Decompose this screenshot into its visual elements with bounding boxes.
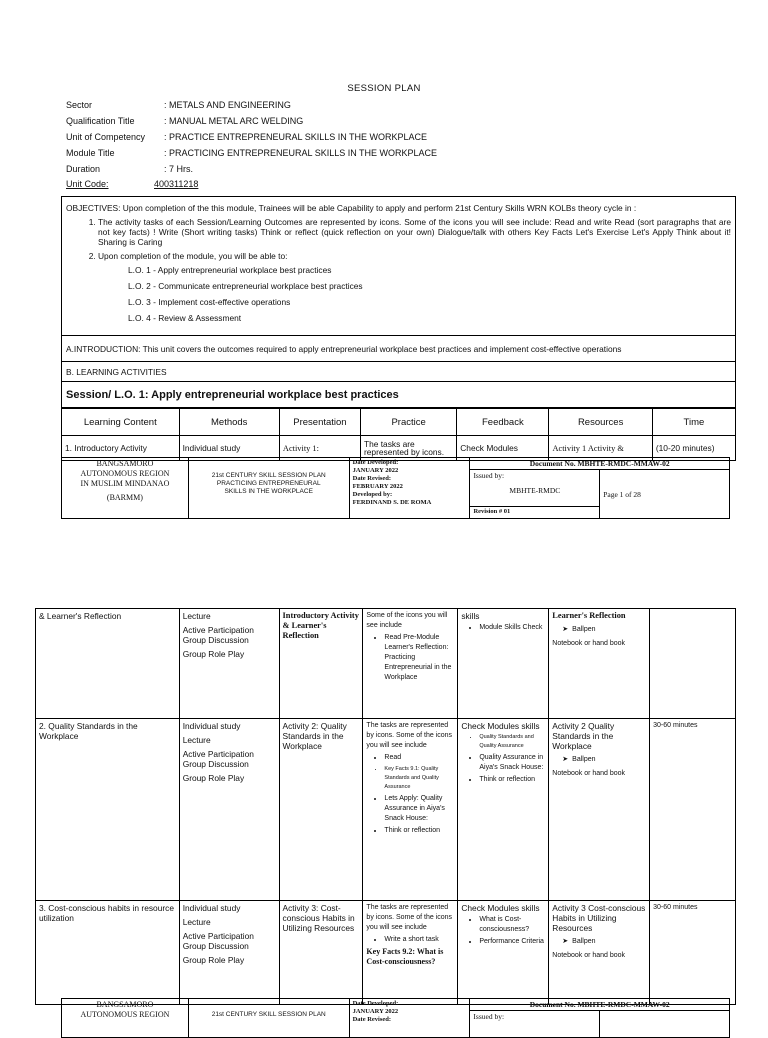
session-heading: Session/ L.O. 1: Apply entrepreneurial workplace best practices (61, 382, 736, 408)
resource-item: ➤ Ballpen (562, 756, 596, 763)
footer-issuer: Issued by: MBHTE-RMDC (470, 470, 600, 507)
footer-dates: Date Developed: JANUARY 2022 Date Revised: FEBRUARY 2022 Developed by: FERDINAND S. DE ROMA (349, 458, 470, 519)
header-feedback: Feedback (457, 409, 549, 436)
list-item: • Quality Standards and Quality Assurance (479, 733, 545, 751)
document-footer (61, 457, 730, 519)
session-table-page2 (35, 608, 736, 1005)
header-time: Time (652, 409, 735, 436)
table-row: & Learner's Reflection Lecture Active Participation Group Discussion Group Role Play Introductory Activity & Learner's Reflection Some of the icons you will see include • Read Pre-Module Learner's Reflection: Practicing Entrepreneurial in the Workplace skills • Module Skills Check Learner's Reflection ➤ Ballpen Notebook or hand book (36, 609, 736, 719)
resource-item: ➤ Ballpen (562, 938, 596, 945)
list-item: • Write a short task (384, 935, 454, 945)
list-item: • Think or reflection (384, 826, 454, 836)
table-header-row (62, 409, 736, 436)
table-row: 2. Quality Standards in the Workplace Individual study Lecture Active Participation Group Discussion Group Role Play Activity 2: Quality Standards in the Workplace The tasks are represented by icons. Some of the icons you will see include • Read • Key Facts 9.1: Quality Standards and Quality Assurance • Lets Apply: Quality Assurance in Aiya's Snack House: • Think or reflection Check Modules skills • Quality Standards and Quality Assurance • Quality Assurance in Aiya's Snack House: • Think or reflection Activity 2 Quality Standards in the Workplace ➤ Ballpen Notebook or hand book 30-60 minutes (36, 719, 736, 901)
list-item: • Read (384, 753, 454, 763)
arrow-bullet-icon: ➤ (562, 938, 569, 945)
footer-page: Page 1 of 28 (600, 470, 730, 519)
objective-item: 1. The activity tasks of each Session/Learning Outcomes are represented by icons. Some of the icons you will see include: Read and write Read (sort paragraphs that are not key facts) ! Write (Short writing tasks) Think or reflect (quick reflection on your own) Dialogue/talk with others Key Facts Let's Exercise Let's Apply Think about it! Sharing is Caring (98, 217, 731, 247)
list-item: • Key Facts 9.1: Quality Standards and Quality Assurance (384, 765, 454, 792)
learning-activities-heading: B. LEARNING ACTIVITIES (61, 362, 736, 382)
list-item: • Quality Assurance in Aiya's Snack House: (479, 753, 545, 773)
header-practice: Practice (360, 409, 456, 436)
table-row: 1. Introductory Activity Individual study Activity 1: The tasks are represented by icons. Check Modules Activity 1 Activity & (10-20 minutes) (62, 436, 736, 461)
session-table-page1 (61, 408, 736, 461)
list-item: • Module Skills Check (479, 623, 545, 633)
header-resources: Resources (549, 409, 652, 436)
footer-plan-title: 21st CENTURY SKILL SESSION PLAN PRACTICING ENTREPRENEURAL SKILLS IN THE WORKPLACE (188, 458, 349, 519)
header-methods: Methods (179, 409, 279, 436)
learning-outcomes (128, 265, 731, 323)
list-item: • Think or reflection (479, 775, 545, 785)
objectives-list (66, 217, 731, 323)
document-footer-page2: BANGSAMORO AUTONOMOUS REGION 21st CENTURY SKILL SESSION PLAN Date Developed: JANUARY 2022 Date Revised: Document No. MBHTE-RMDC-MMAW-02 Issued by: (61, 998, 730, 1038)
list-item: • Performance Criteria (479, 937, 545, 947)
footer-doc-number: Document No. MBHTE-RMDC-MMAW-02 (470, 458, 730, 470)
objective-item: 2. Upon completion of the module, you will be able to: L.O. 1 - Apply entrepreneurial workplace best practices L.O. 2 - Communicate entrepreneurial workplace best practices L.O. 3 - Implement cost-effective operations L.O. 4 - Review & Assessment (98, 251, 731, 323)
objectives-lead: OBJECTIVES: Upon completion of the this module, Trainees will be able Capability to apply and perform 21st Century Skills WRN KOLBs theory cycle in : (66, 203, 637, 213)
list-item: • Read Pre-Module Learner's Reflection: Practicing Entrepreneurial in the Workplace (384, 633, 454, 683)
learning-outcome: L.O. 1 - Apply entrepreneurial workplace best practices (128, 265, 332, 275)
learning-outcome: L.O. 4 - Review & Assessment (128, 313, 242, 323)
table-row: 3. Cost-conscious habits in resource utilization Individual study Lecture Active Participation Group Discussion Group Role Play Activity 3: Cost-conscious Habits in Utilizing Resources The tasks are represented by icons. Some of the icons you will see include • Write a short task Key Facts 9.2: What is Cost-consciousness? Check Modules skills • What is Cost-consciousness? • Performance Criteria Activity 3 Cost-conscious Habits in Utilizing Resources ➤ Ballpen Notebook or hand book 30-60 minutes (36, 901, 736, 1005)
learning-outcome: L.O. 2 - Communicate entrepreneurial workplace best practices (128, 281, 363, 291)
footer-organization: BANGSAMORO AUTONOMOUS REGION IN MUSLIM MINDANAO (BARMM) (62, 458, 189, 519)
document-title: SESSION PLAN (347, 83, 421, 94)
objectives-box (61, 196, 736, 336)
arrow-bullet-icon: ➤ (562, 756, 569, 763)
header-presentation: Presentation (279, 409, 360, 436)
resource-item: ➤ Ballpen (562, 626, 596, 633)
list-item: • Lets Apply: Quality Assurance in Aiya's Snack House: (384, 794, 454, 824)
footer-revision: Revision # 01 (470, 507, 600, 519)
list-item: • What is Cost-consciousness? (479, 915, 545, 935)
arrow-bullet-icon: ➤ (562, 626, 569, 633)
learning-outcome: L.O. 3 - Implement cost-effective operations (128, 297, 291, 307)
introduction: A.INTRODUCTION: This unit covers the outcomes required to apply entrepreneurial workplace best practices and implement cost-effective operations (61, 336, 736, 362)
header-learning-content: Learning Content (62, 409, 180, 436)
